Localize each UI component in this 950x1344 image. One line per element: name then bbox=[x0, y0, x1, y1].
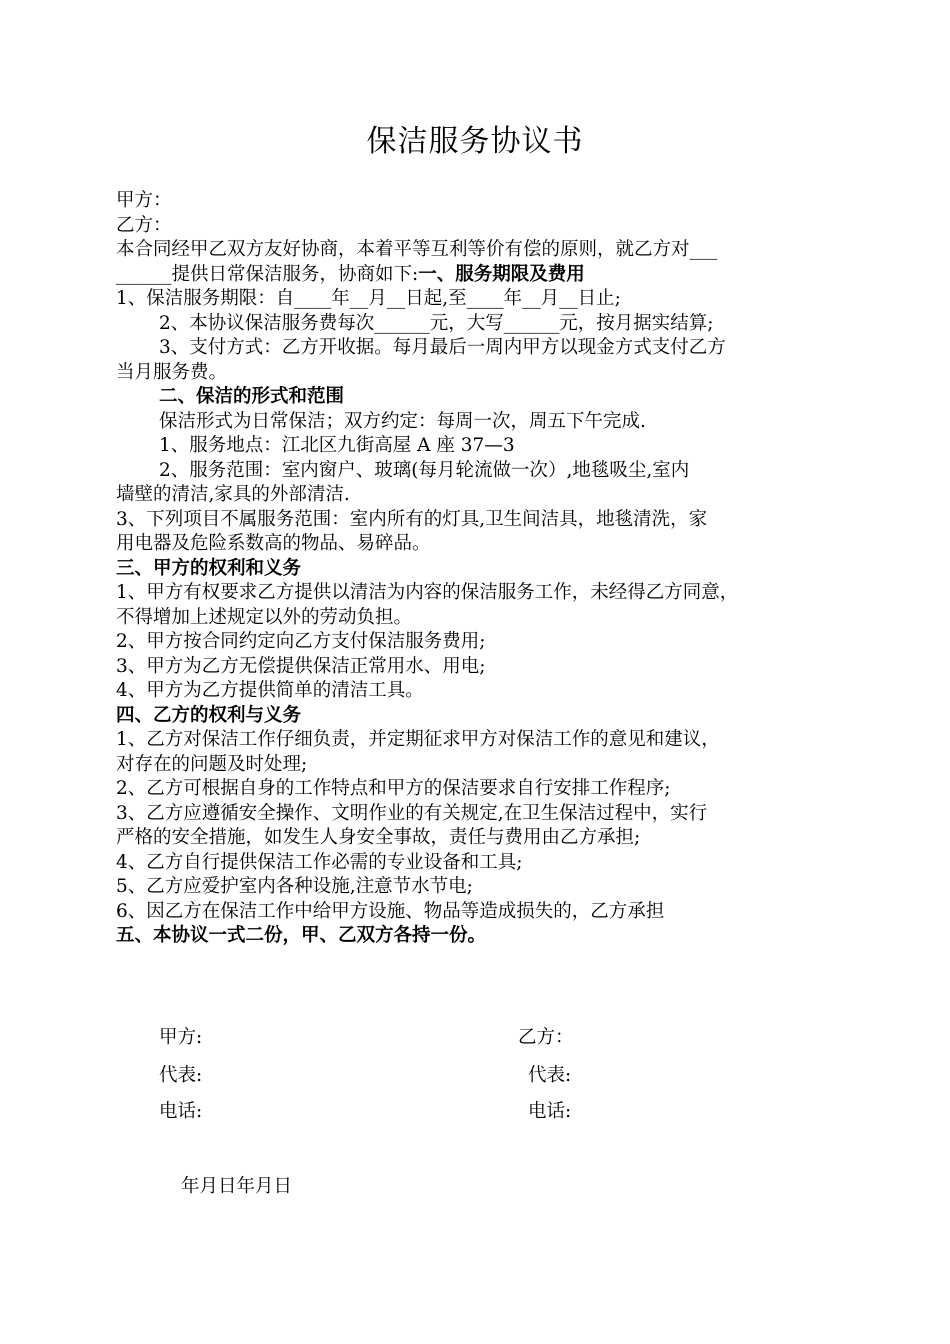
section4-item4: 4、乙方自行提供保洁工作必需的专业设备和工具; bbox=[116, 851, 523, 873]
party-b-line: 乙方： bbox=[116, 214, 172, 236]
section2-item1: 1、服务地点：江北区九街高屋 A 座 37—3 bbox=[159, 435, 515, 456]
signature-rep-a: 代表: bbox=[159, 1065, 203, 1086]
section1-item3-line2: 当月服务费。 bbox=[116, 361, 228, 383]
document-title: 保洁服务协议书 bbox=[366, 124, 584, 159]
party-a-line: 甲方： bbox=[116, 190, 172, 211]
section2-item3-line2: 用电器及危险系数高的物品、易碎品。 bbox=[116, 533, 431, 554]
section3-heading: 三、甲方的权利和义务 bbox=[116, 557, 302, 579]
preamble-line-1: 本合同经甲乙双方友好协商，本着平等互利等价有偿的原则，就乙方对___ bbox=[116, 239, 718, 260]
section1-item1: 1、保洁服务期限：自____年__月__日起,至____年__月__日止; bbox=[116, 288, 621, 309]
section4-heading: 四、乙方的权利与义务 bbox=[116, 704, 302, 726]
signature-rep-b: 代表: bbox=[528, 1065, 572, 1086]
section2-form: 保洁形式为日常保洁；双方约定：每周一次，周五下午完成. bbox=[159, 410, 646, 432]
section4-item3-line1: 3、乙方应遵循安全操作、文明作业的有关规定,在卫生保洁过程中，实行 bbox=[116, 802, 708, 824]
section4-item3-line2: 严格的安全措施，如发生人身安全事故，责任与费用由乙方承担; bbox=[116, 827, 641, 848]
section2-item2-line2: 墙壁的清洁,家具的外部清洁. bbox=[116, 484, 350, 505]
section2-item2-line1: 2、服务范围：室内窗户、玻璃(每月轮流做一次）,地毯吸尘,室内 bbox=[159, 459, 690, 481]
section3-item1-line2: 不得增加上述规定以外的劳动负担。 bbox=[116, 606, 413, 628]
signature-date: 年月日年月日 bbox=[181, 1176, 293, 1197]
signature-phone-a: 电话: bbox=[159, 1101, 203, 1122]
section5-heading: 五、本协议一式二份，甲、乙双方各持一份。 bbox=[116, 925, 487, 946]
section1-item3-line1: 3、支付方式：乙方开收据。每月最后一周内甲方以现金方式支付乙方 bbox=[159, 337, 726, 358]
section3-item3: 3、甲方为乙方无偿提供保洁正常用水、用电; bbox=[116, 655, 486, 677]
signature-party-b: 乙方： bbox=[518, 1027, 574, 1048]
section4-item1-line2: 对存在的问题及时处理; bbox=[116, 753, 308, 775]
section2-item3-line1: 3、下列项目不属服务范围：室内所有的灯具,卫生间洁具，地毯清洗，家 bbox=[116, 508, 708, 530]
section2-heading: 二、保洁的形式和范围 bbox=[159, 386, 345, 407]
section4-item2: 2、乙方可根据自身的工作特点和甲方的保洁要求自行安排工作程序; bbox=[116, 778, 671, 799]
section3-item2: 2、甲方按合同约定向乙方支付保洁服务费用; bbox=[116, 631, 486, 652]
preamble-line-2 bbox=[116, 263, 846, 288]
section4-item6: 6、因乙方在保洁工作中给甲方设施、物品等造成损失的，乙方承担 bbox=[116, 900, 665, 922]
section4-item1-line1: 1、乙方对保洁工作仔细负责，并定期征求甲方对保洁工作的意见和建议， bbox=[116, 729, 720, 750]
section4-item5: 5、乙方应爱护室内各种设施,注意节水节电; bbox=[116, 876, 473, 897]
section3-item4: 4、甲方为乙方提供简单的清洁工具。 bbox=[116, 680, 424, 701]
section3-item1-line1: 1、甲方有权要求乙方提供以清洁为内容的保洁服务工作，未经得乙方同意， bbox=[116, 582, 739, 603]
document-body bbox=[116, 189, 846, 949]
signature-phone-b: 电话: bbox=[528, 1101, 572, 1122]
preamble-text: ______提供日常保洁服务，协商如下: bbox=[116, 263, 419, 285]
section1-item2: 2、本协议保洁服务费每次______元，大写______元，按月据实结算; bbox=[159, 312, 714, 334]
signature-party-a: 甲方: bbox=[159, 1027, 203, 1048]
section1-heading: 一、服务期限及费用 bbox=[418, 263, 585, 285]
